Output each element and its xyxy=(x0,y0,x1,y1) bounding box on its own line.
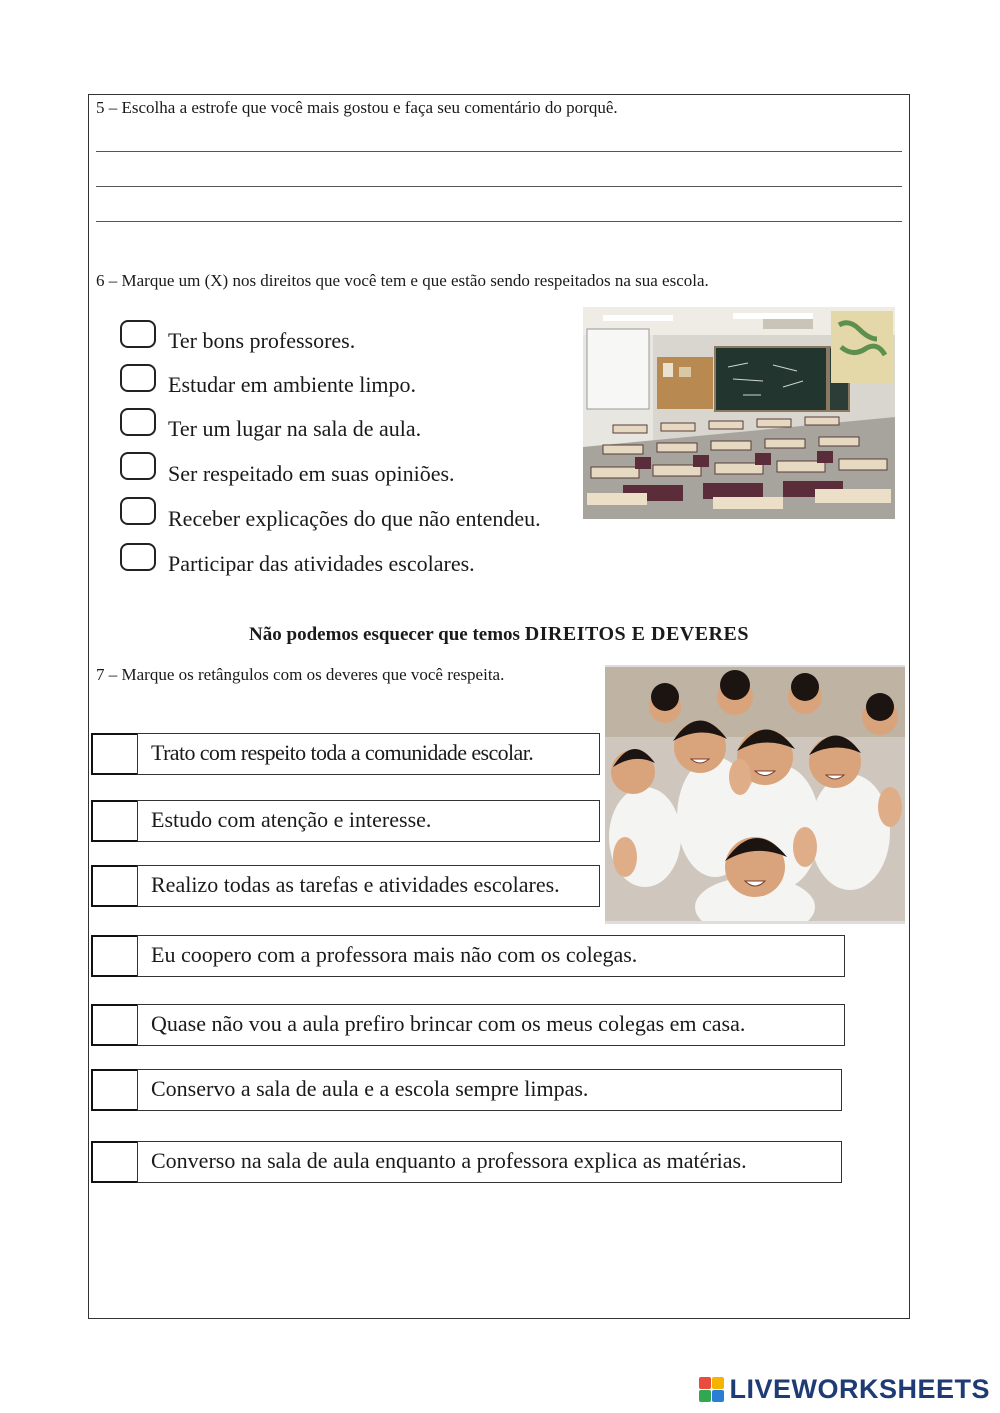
rights-item-5: Receber explicações do que não entendeu. xyxy=(168,506,541,531)
duty-checkbox-3[interactable] xyxy=(91,865,139,907)
heading-lead: Não podemos esquecer que temos xyxy=(249,624,520,645)
duty-row-1 xyxy=(91,733,600,775)
children-photo xyxy=(605,665,905,924)
rights-duties-heading xyxy=(89,623,909,646)
q6-prompt: 6 – Marque um (X) nos direitos que você tem e que estão sendo respeitados na sua escola. xyxy=(96,271,709,290)
answer-line-3[interactable] xyxy=(96,221,902,222)
duty-row-5 xyxy=(91,1004,845,1046)
rights-checkbox-5[interactable] xyxy=(120,497,156,525)
liveworksheets-brand xyxy=(699,1374,990,1405)
duty-checkbox-6[interactable] xyxy=(91,1069,139,1111)
classroom-photo xyxy=(583,307,895,519)
duty-row-4 xyxy=(91,935,845,977)
duty-checkbox-4[interactable] xyxy=(91,935,139,977)
duty-item-6: Conservo a sala de aula e a escola sempre limpas. xyxy=(151,1076,589,1101)
duty-checkbox-1[interactable] xyxy=(91,733,139,775)
duty-item-4: Eu coopero com a professora mais não com os colegas. xyxy=(151,942,638,967)
duty-item-3: Realizo todas as tarefas e atividades escolares. xyxy=(151,872,560,897)
rights-item-3: Ter um lugar na sala de aula. xyxy=(168,416,422,441)
duty-item-7: Converso na sala de aula enquanto a professora explica as matérias. xyxy=(151,1148,747,1173)
rights-item-4: Ser respeitado em suas opiniões. xyxy=(168,461,455,486)
liveworksheets-logo-icon xyxy=(699,1377,725,1403)
rights-checkbox-2[interactable] xyxy=(120,364,156,392)
answer-line-1[interactable] xyxy=(96,151,902,152)
rights-checkbox-1[interactable] xyxy=(120,320,156,348)
heading-emphasis: DIREITOS E DEVERES xyxy=(524,623,749,645)
rights-checkbox-4[interactable] xyxy=(120,452,156,480)
rights-checkbox-3[interactable] xyxy=(120,408,156,436)
q7-prompt: 7 – Marque os retângulos com os deveres que você respeita. xyxy=(96,665,505,684)
rights-item-1: Ter bons professores. xyxy=(168,328,356,353)
duty-item-1: Trato com respeito toda a comunidade escolar. xyxy=(151,740,534,765)
rights-checkbox-6[interactable] xyxy=(120,543,156,571)
duty-item-5: Quase não vou a aula prefiro brincar com os meus colegas em casa. xyxy=(151,1011,746,1036)
worksheet-frame xyxy=(88,94,910,1319)
duty-row-7 xyxy=(91,1141,842,1183)
answer-line-2[interactable] xyxy=(96,186,902,187)
q5-prompt: 5 – Escolha a estrofe que você mais gostou e faça seu comentário do porquê. xyxy=(96,98,618,117)
duty-checkbox-5[interactable] xyxy=(91,1004,139,1046)
duty-checkbox-2[interactable] xyxy=(91,800,139,842)
duty-row-3 xyxy=(91,865,600,907)
duty-row-6 xyxy=(91,1069,842,1111)
rights-item-2: Estudar em ambiente limpo. xyxy=(168,372,417,397)
duty-row-2 xyxy=(91,800,600,842)
rights-item-6: Participar das atividades escolares. xyxy=(168,551,475,576)
duty-checkbox-7[interactable] xyxy=(91,1141,139,1183)
brand-name: LIVEWORKSHEETS xyxy=(729,1374,990,1404)
duty-item-2: Estudo com atenção e interesse. xyxy=(151,807,432,832)
